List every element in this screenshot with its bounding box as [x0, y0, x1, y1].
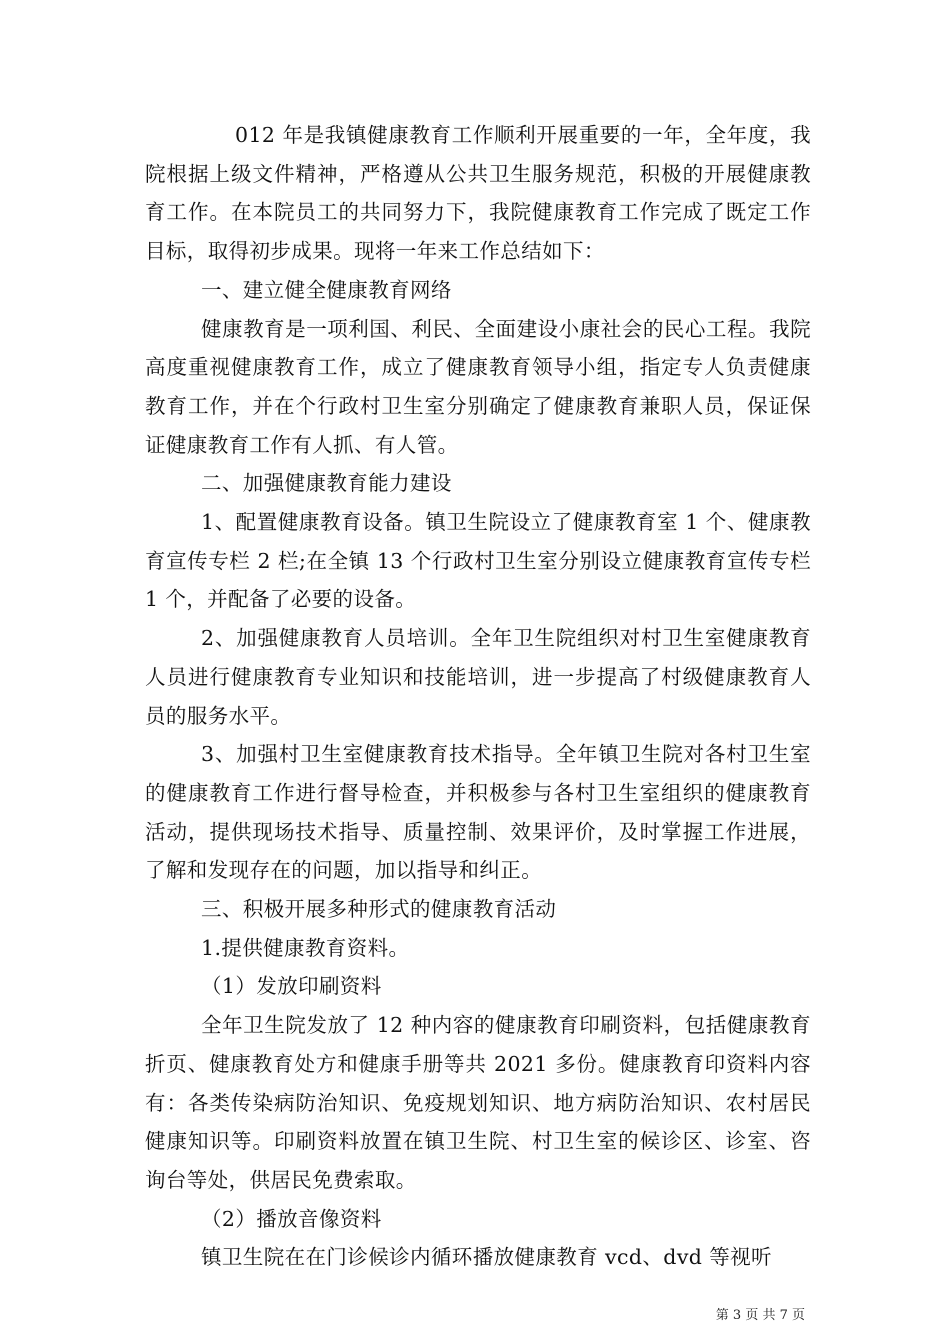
subheading-materials: 1.提供健康教育资料。 — [201, 935, 410, 960]
section-heading-3: 三、积极开展多种形式的健康教育活动 — [201, 897, 557, 922]
section-heading-1: 一、建立健全健康教育网络 — [201, 277, 452, 302]
page-number: 第 3 页 共 7 页 — [715, 1308, 805, 1323]
subheading-printed: （1）发放印刷资料 — [201, 974, 382, 999]
paragraph-equipment: 1、配置健康教育设备。镇卫生院设立了健康教育室 1 个、健康教育宣传专栏 2 栏;在全镇 13 个行政村卫生室分别设立健康教育宣传专栏 1 个，并配备了必要的设备。 — [145, 510, 811, 612]
paragraph-printed: 全年卫生院发放了 12 种内容的健康教育印刷资料，包括健康教育折页、健康教育处方和健康手册等共 2021 多份。健康教育印资料内容有：各类传染病防治知识、免疫规划知识、地方病防治知识、农村居民健康知识等。印刷资料放置在镇卫生院、村卫生室的候诊区、诊室、咨询台等处，供居民免费索取。 — [145, 1013, 811, 1192]
paragraph-training: 2、加强健康教育人员培训。全年卫生院组织对村卫生室健康教育人员进行健康教育专业知识和技能培训，进一步提高了村级健康教育人员的服务水平。 — [145, 626, 811, 728]
paragraph-guidance: 3、加强村卫生室健康教育技术指导。全年镇卫生院对各村卫生室的健康教育工作进行督导检查，并积极参与各村卫生室组织的健康教育活动，提供现场技术指导、质量控制、效果评价，及时掌握工作进展，了解和发现存在的问题，加以指导和纠正。 — [145, 742, 811, 883]
document-body — [145, 116, 811, 1277]
subheading-audiovisual: （2）播放音像资料 — [201, 1206, 382, 1231]
section-heading-2: 二、加强健康教育能力建设 — [201, 471, 452, 496]
paragraph-network: 健康教育是一项利国、利民、全面建设小康社会的民心工程。我院高度重视健康教育工作，成立了健康教育领导小组，指定专人负责健康教育工作，并在个行政村卫生室分别确定了健康教育兼职人员，保证保证健康教育工作有人抓、有人管。 — [145, 316, 811, 457]
intro-paragraph: 012 年是我镇健康教育工作顺利开展重要的一年，全年度，我院根据上级文件精神，严格遵从公共卫生服务规范，积极的开展健康教育工作。在本院员工的共同努力下，我院健康教育工作完成了既定工作目标，取得初步成果。现将一年来工作总结如下： — [145, 123, 811, 264]
paragraph-audiovisual: 镇卫生院在在门诊候诊内循环播放健康教育 vcd、dvd 等视听 — [201, 1245, 772, 1270]
